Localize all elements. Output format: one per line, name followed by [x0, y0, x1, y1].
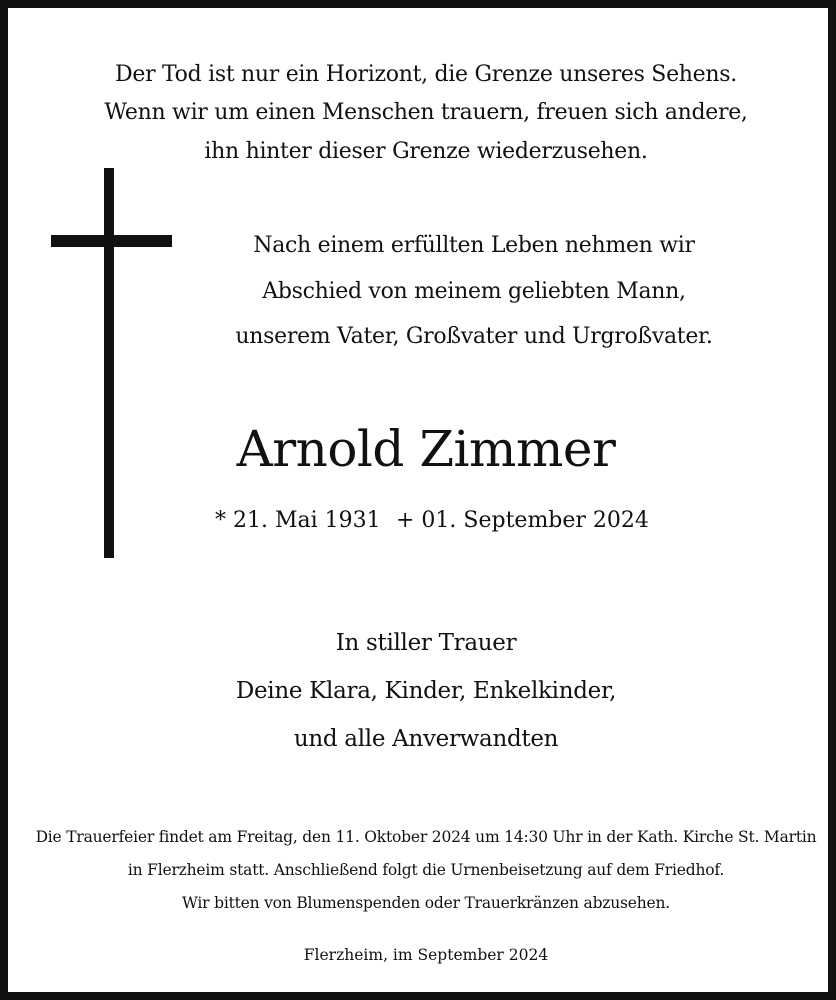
- cross-icon: [104, 168, 114, 558]
- mourners-line-3: und alle Anverwandten: [293, 726, 559, 752]
- quote-line-1: Der Tod ist nur ein Horizont, die Grenze unseres Sehens.: [115, 62, 737, 87]
- mourners-line-1: In stiller Trauer: [335, 630, 517, 656]
- info-line-1: Die Trauerfeier findet am Freitag, den 11. Oktober 2024 um 14:30 Uhr in der Kath. Kirche St. Martin: [35, 828, 817, 846]
- info-line-2: in Flerzheim statt. Anschließend folgt die Urnenbeisetzung auf dem Friedhof.: [127, 861, 725, 879]
- death-date: + 01. September 2024: [396, 508, 649, 533]
- mourners-line-2: Deine Klara, Kinder, Enkelkinder,: [235, 678, 617, 704]
- place-date: Flerzheim, im September 2024: [303, 946, 549, 964]
- intro-line-1: Nach einem erfüllten Leben nehmen wir: [253, 233, 695, 258]
- intro-line-2: Abschied von meinem geliebten Mann,: [262, 279, 686, 304]
- birth-date: * 21. Mai 1931: [215, 508, 381, 533]
- intro-line-3: unserem Vater, Großvater und Urgroßvater.: [235, 324, 713, 349]
- quote-line-2: Wenn wir um einen Menschen trauern, freuen sich andere,: [104, 100, 748, 125]
- deceased-name: Arnold Zimmer: [236, 420, 616, 478]
- quote-line-3: ihn hinter dieser Grenze wiederzusehen.: [204, 139, 648, 164]
- info-line-3: Wir bitten von Blumenspenden oder Trauerkränzen abzusehen.: [181, 894, 671, 912]
